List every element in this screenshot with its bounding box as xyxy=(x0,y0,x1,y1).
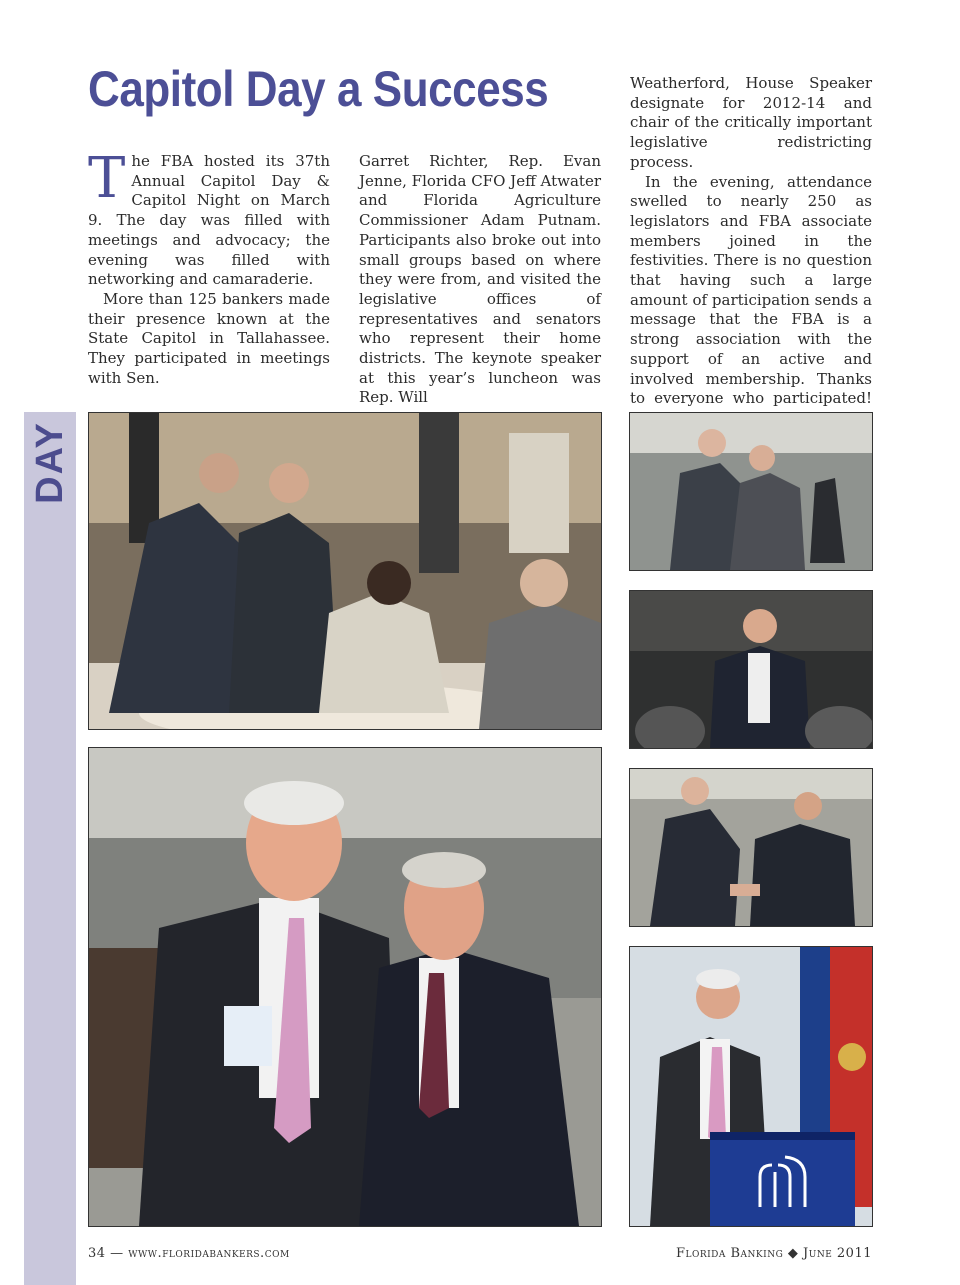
photo-speaker-close xyxy=(629,590,873,749)
footer-publication-date: Florida Banking ◆ June 2011 xyxy=(675,1246,872,1261)
article-column-1 xyxy=(88,146,330,388)
photo-speaker-at-event xyxy=(629,412,873,571)
photo-handshake-image xyxy=(630,769,872,926)
article-paragraph: Weatherford, House Speaker designate for 2012-14 and chair of the critically important legislative redistricting process. xyxy=(630,74,872,171)
photo-luncheon-image xyxy=(89,413,601,729)
article-column-3 xyxy=(630,74,872,430)
photo-luncheon-tables xyxy=(88,412,602,730)
side-section-word: DAY xyxy=(28,420,71,504)
photo-two-men-posed xyxy=(88,747,602,1227)
photo-podium-image xyxy=(630,947,872,1226)
article-paragraph xyxy=(88,146,330,290)
article-paragraph: Garret Richter, Rep. Evan Jenne, Florida CFO Jeff Atwater and Florida Agriculture Commissioner Adam Putnam. Participants also broke out into small groups based on where they were from, and visited the legislative offices of representatives and senators who represent their home districts. The keynote speaker at this year’s luncheon was Rep. Will xyxy=(359,152,601,407)
photo-speaker-event-image xyxy=(630,413,872,570)
paragraph-text: he FBA hosted its 37th Annual Capitol Day & Capitol Night on March 9. The day was filled with meetings and advocacy; the evening was filled with networking and camaraderie. xyxy=(88,152,330,289)
photo-podium-speaker xyxy=(629,946,873,1227)
paragraph-text: In the evening, attendance swelled to nearly 250 as legislators and FBA associate members joined in the festivities. There is no question that having such a large amount of participation sends a message that the FBA is a strong association with the support of an active and involved membership. Thanks to everyone who participated! xyxy=(630,172,872,408)
article-headline: Capitol Day a Success xyxy=(88,61,549,117)
photo-speaker-close-image xyxy=(630,591,872,748)
article-column-2 xyxy=(359,152,601,408)
side-color-band xyxy=(24,412,76,1285)
article-paragraph xyxy=(630,173,872,430)
article-paragraph: More than 125 bankers made their presence known at the State Capitol in Tallahassee. They participated in meetings with Sen. xyxy=(88,289,330,387)
side-section-label xyxy=(24,412,76,512)
photo-handshake xyxy=(629,768,873,927)
photo-two-men-image xyxy=(89,748,601,1226)
footer-page-url: 34 — www.floridabankers.com xyxy=(88,1246,290,1261)
drop-cap: T xyxy=(88,146,126,211)
